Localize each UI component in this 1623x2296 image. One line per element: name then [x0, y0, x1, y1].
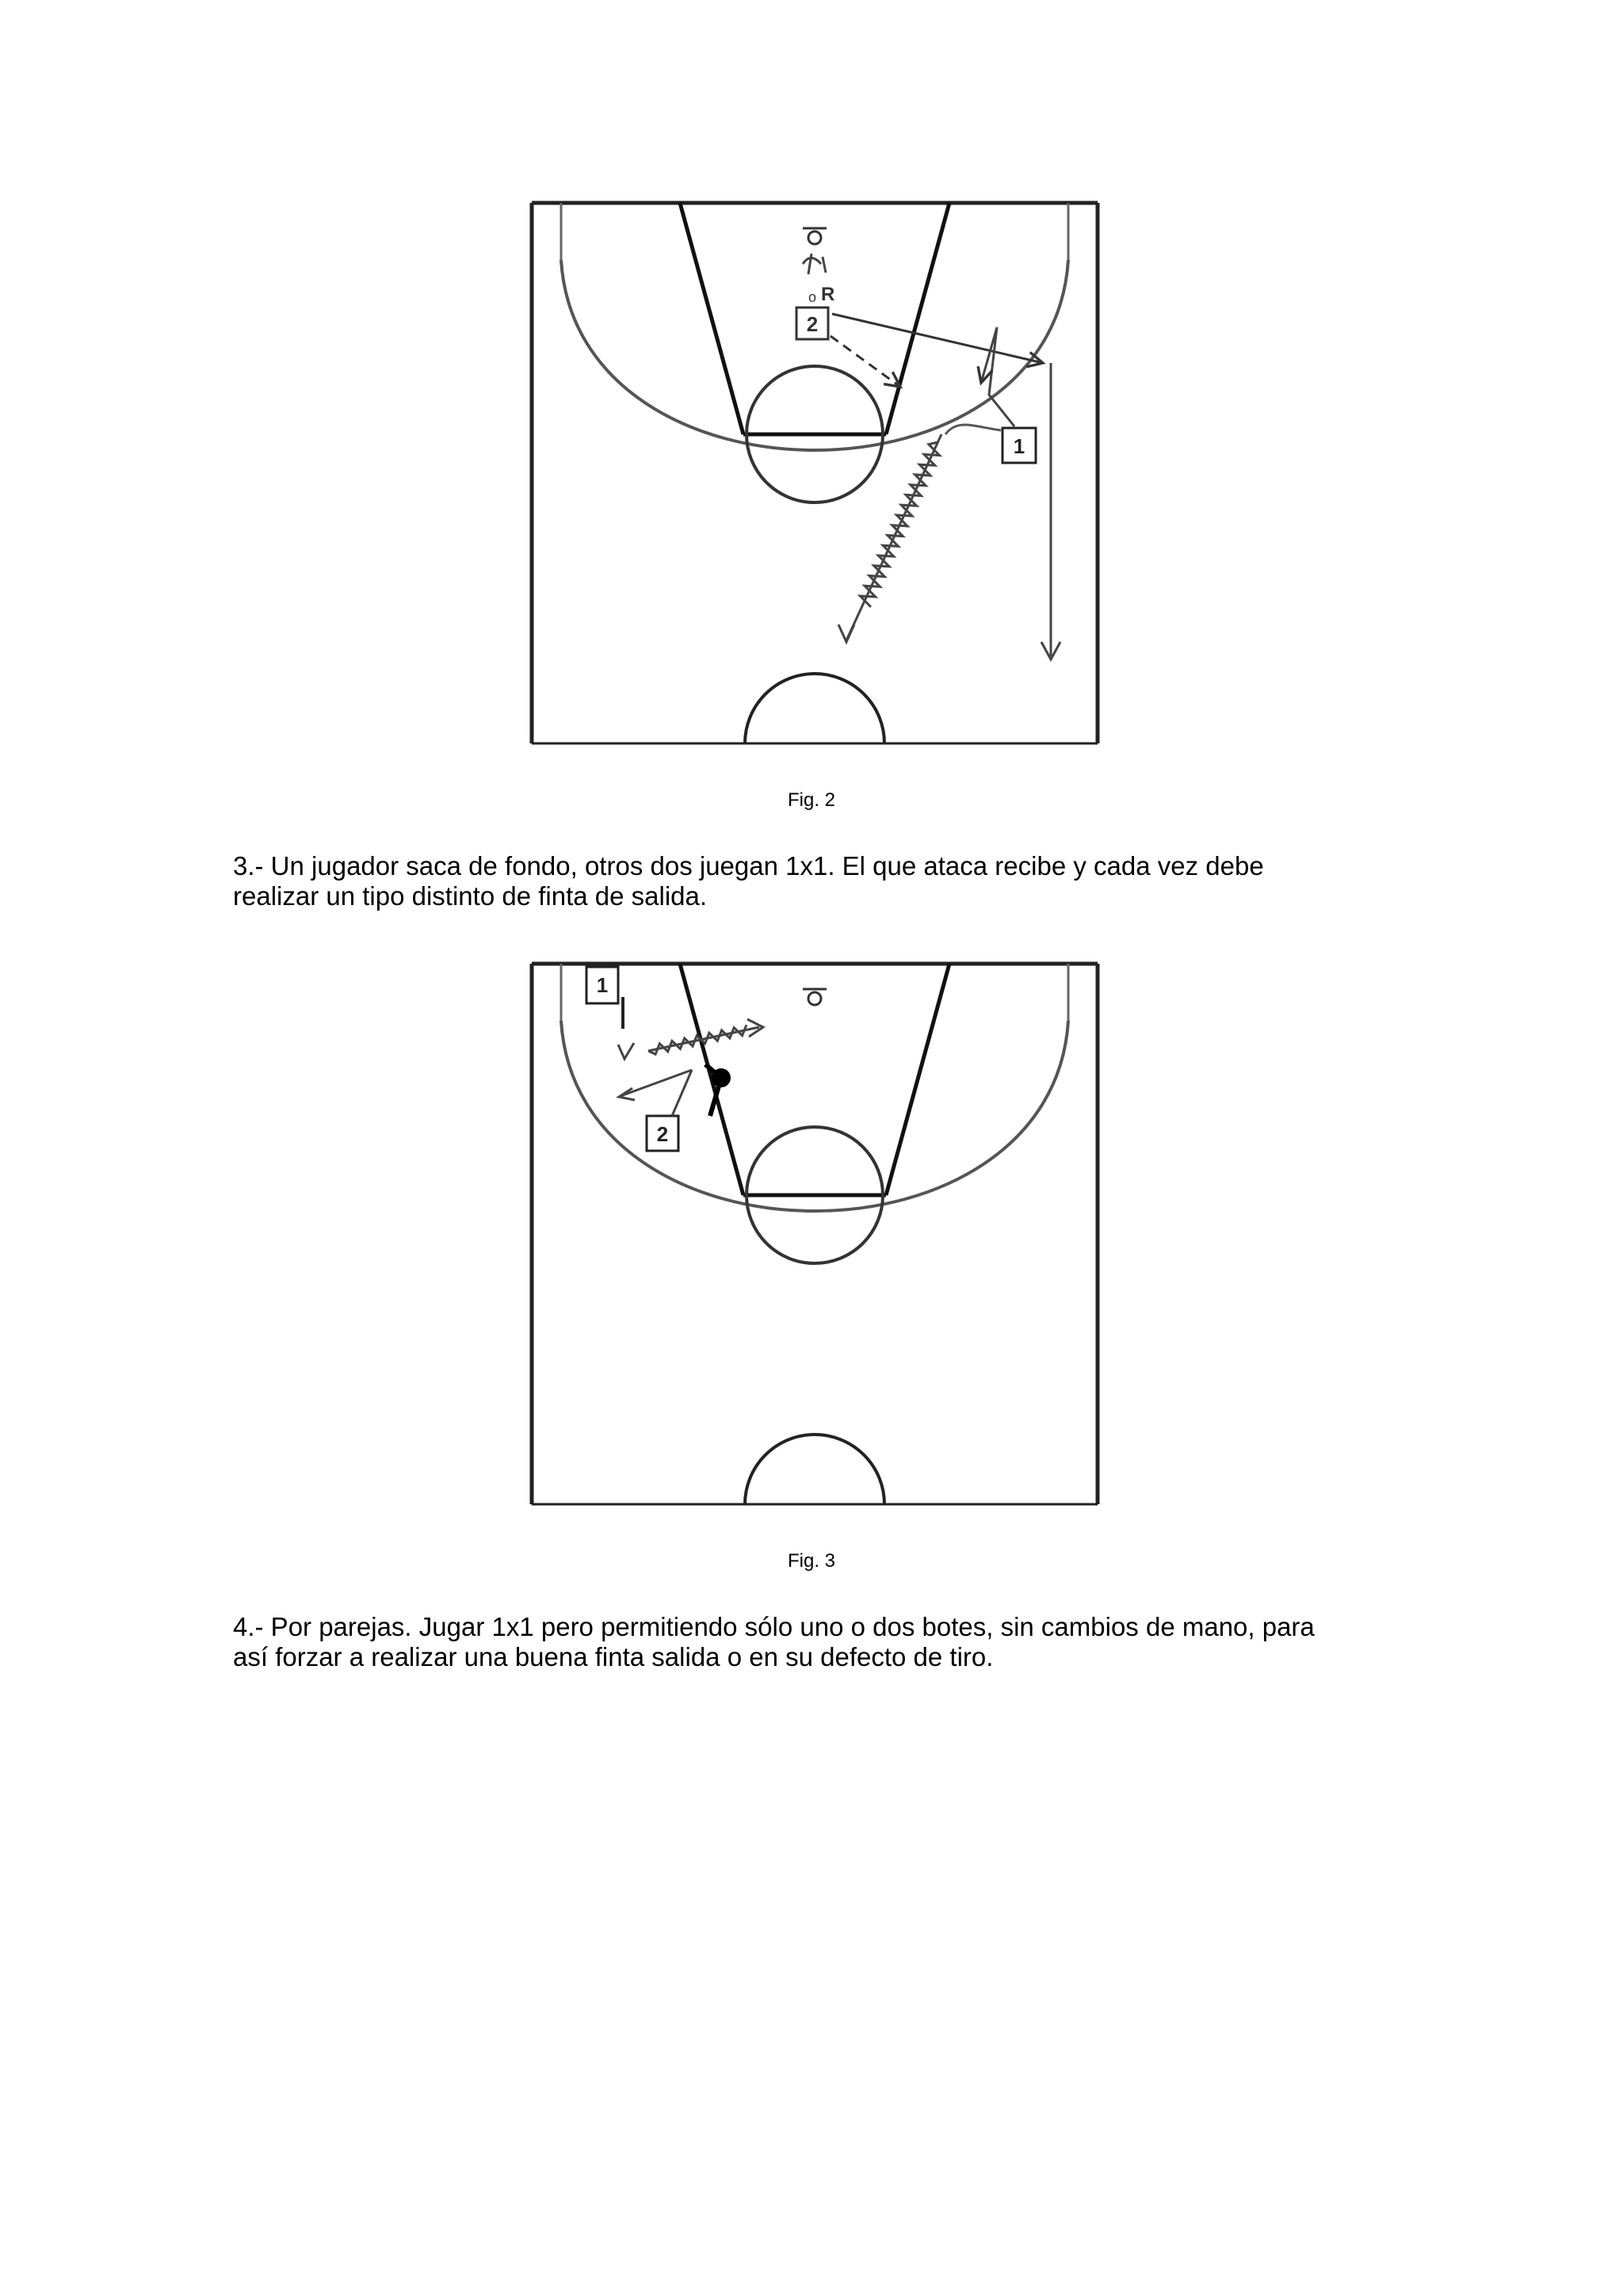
court-lines: [532, 203, 1098, 743]
player-1-label: 1: [1013, 434, 1025, 458]
paragraph-3-line-2: realizar un tipo distinto de finta de salida.: [233, 881, 708, 911]
lane-right: [886, 203, 949, 434]
lane-left: [680, 203, 743, 434]
figure-caption-fig2: Fig. 2: [787, 789, 836, 811]
cut-arrow-player-2: [831, 336, 900, 387]
player-2-label: 2: [656, 1122, 669, 1146]
three-point-arc: [561, 1021, 1068, 1211]
curl-line: [945, 425, 1001, 434]
three-point-arc: [561, 260, 1068, 450]
dribble-arrowhead: [838, 625, 854, 642]
v-cut-arrow-player-1: [981, 327, 1014, 426]
basket-icon: [808, 231, 821, 244]
court-diagram-fig3: [529, 957, 1100, 1512]
player-2-marker: [647, 1116, 678, 1151]
mark-o: o: [808, 289, 817, 305]
figure-caption-fig3: Fig. 3: [787, 1550, 836, 1572]
player-1-marker: [1002, 428, 1036, 463]
pass-arrow: [832, 314, 1043, 363]
paragraph-4-line-1: 4.- Por parejas. Jugar 1x1 pero permitiendo sólo uno o dos botes, sin cambios de mano, para: [233, 1612, 1315, 1641]
center-circle: [745, 674, 884, 743]
player-1-label: 1: [596, 973, 609, 997]
paragraph-3-line-1: 3.- Un jugador saca de fondo, otros dos juegan 1x1. El que ataca recibe y cada vez debe: [233, 851, 1264, 881]
player-2-marker: [796, 308, 828, 339]
court-lines: [532, 964, 1098, 1504]
paragraph-4-line-2: así forzar a realizar una buena finta salida o en su defecto de tiro.: [233, 1642, 994, 1671]
paragraph-3: [233, 851, 1406, 911]
lane-right: [886, 964, 949, 1195]
court-diagram-fig2: [529, 197, 1100, 751]
defender-icon: [803, 254, 826, 274]
basket-icon: [808, 992, 821, 1005]
paragraph-4: [233, 1612, 1406, 1672]
center-circle: [745, 1435, 884, 1504]
player-2-label: 2: [806, 312, 819, 336]
lane-left: [680, 964, 743, 1195]
v-mark: [618, 1043, 634, 1059]
player-1-marker: [586, 967, 618, 1003]
mark-r: R: [821, 284, 835, 305]
